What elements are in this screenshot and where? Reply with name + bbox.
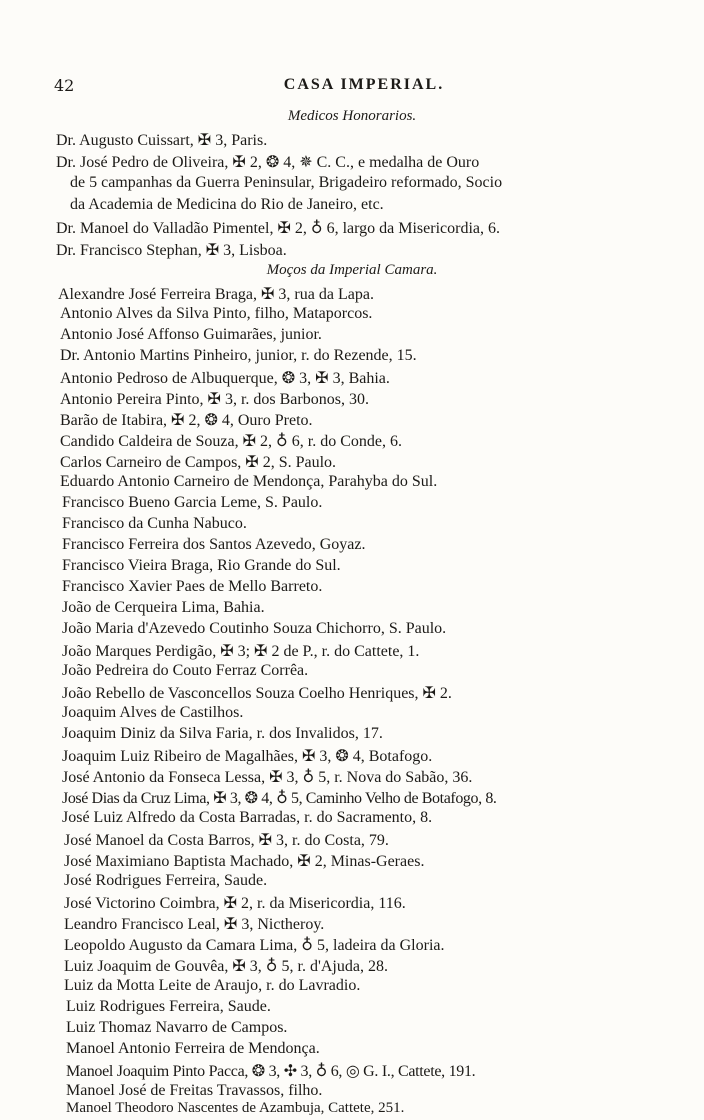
entry-line: Dr. Manoel do Valladão Pimentel, ✠ 2, ♁ 6, largo da Misericordia, 6.: [56, 220, 501, 237]
entry-continuation: da Academia de Medicina do Rio de Janeiro, etc.: [70, 196, 384, 213]
page-number: 42: [54, 76, 75, 95]
entry-line: José Dias da Cruz Lima, ✠ 3, ❂ 4, ♁ 5, Caminho Velho de Botafogo, 8.: [62, 790, 497, 807]
entry-line: Dr. Francisco Stephan, ✠ 3, Lisboa.: [56, 242, 287, 259]
entry-line: Antonio Alves da Silva Pinto, filho, Mataporcos.: [60, 305, 373, 322]
entry-line: Manoel José de Freitas Travassos, filho.: [66, 1082, 323, 1099]
entry-line: José Antonio da Fonseca Lessa, ✠ 3, ♁ 5, r. Nova do Sabão, 36.: [62, 769, 473, 786]
entry-line: Candido Caldeira de Souza, ✠ 2, ♁ 6, r. do Conde, 6.: [60, 433, 402, 450]
entry-line: Manoel Antonio Ferreira de Mendonça.: [66, 1040, 320, 1057]
entry-line: Francisco Bueno Garcia Leme, S. Paulo.: [62, 494, 323, 511]
entry-line: Francisco Xavier Paes de Mello Barreto.: [62, 578, 323, 595]
entry-line: Antonio Pereira Pinto, ✠ 3, r. dos Barbonos, 30.: [60, 391, 369, 408]
entry-line: Luiz Rodrigues Ferreira, Saude.: [66, 998, 271, 1015]
entry-line: Francisco Ferreira dos Santos Azevedo, Goyaz.: [62, 536, 366, 553]
entry-line: Dr. Augusto Cuissart, ✠ 3, Paris.: [56, 132, 268, 149]
entry-line: Manoel Joaquim Pinto Pacca, ❂ 3, ✣ 3, ♁ 6, ◎ G. I., Cattete, 191.: [66, 1063, 476, 1080]
entry-line: Joaquim Luiz Ribeiro de Magalhães, ✠ 3, ❂ 4, Botafogo.: [62, 748, 433, 765]
entry-line: Barão de Itabira, ✠ 2, ❂ 4, Ouro Preto.: [60, 412, 313, 429]
entry-line: Joaquim Alves de Castilhos.: [62, 704, 244, 721]
entry-line: João Rebello de Vasconcellos Souza Coelho Henriques, ✠ 2.: [62, 685, 452, 702]
entry-line: José Maximiano Baptista Machado, ✠ 2, Minas-Geraes.: [64, 853, 425, 870]
entry-line: Leandro Francisco Leal, ✠ 3, Nictheroy.: [64, 916, 325, 933]
entry-line: Manoel Theodoro Nascentes de Azambuja, Cattete, 251.: [66, 1100, 405, 1116]
entry-line: Alexandre José Ferreira Braga, ✠ 3, rua da Lapa.: [58, 286, 374, 303]
entry-line: Dr. José Pedro de Oliveira, ✠ 2, ❂ 4, ✵ C. C., e medalha de Ouro: [56, 154, 480, 171]
entry-line: Joaquim Diniz da Silva Faria, r. dos Invalidos, 17.: [62, 725, 383, 742]
entry-line: Antonio Pedroso de Albuquerque, ❂ 3, ✠ 3, Bahia.: [60, 370, 390, 387]
entry-line: João Pedreira do Couto Ferraz Corrêa.: [62, 662, 309, 679]
page-header: [54, 76, 674, 100]
running-head: CASA IMPERIAL.: [283, 76, 445, 93]
entry-continuation: de 5 campanhas da Guerra Peninsular, Brigadeiro reformado, Socio: [70, 174, 503, 191]
section-heading-mocos: Moços da Imperial Camara.: [266, 262, 438, 278]
entry-line: Dr. Antonio Martins Pinheiro, junior, r. do Rezende, 15.: [60, 347, 417, 364]
entry-line: José Victorino Coimbra, ✠ 2, r. da Misericordia, 116.: [64, 895, 406, 912]
entry-line: João Maria d'Azevedo Coutinho Souza Chichorro, S. Paulo.: [62, 620, 447, 637]
entry-line: Antonio José Affonso Guimarães, junior.: [60, 326, 322, 343]
entry-line: João de Cerqueira Lima, Bahia.: [62, 599, 265, 616]
entry-line: Eduardo Antonio Carneiro de Mendonça, Parahyba do Sul.: [60, 473, 438, 490]
entry-line: José Luiz Alfredo da Costa Barradas, r. do Sacramento, 8.: [62, 809, 433, 826]
entry-line: Luiz Joaquim de Gouvêa, ✠ 3, ♁ 5, r. d'Ajuda, 28.: [64, 958, 388, 975]
entry-line: Leopoldo Augusto da Camara Lima, ♁ 5, ladeira da Gloria.: [64, 937, 445, 954]
entry-line: José Manoel da Costa Barros, ✠ 3, r. do Costa, 79.: [64, 832, 389, 849]
entry-line: Francisco Vieira Braga, Rio Grande do Sul.: [62, 557, 341, 574]
entry-line: Francisco da Cunha Nabuco.: [62, 515, 247, 532]
entry-line: João Marques Perdigão, ✠ 3; ✠ 2 de P., r. do Cattete, 1.: [62, 643, 420, 660]
section-heading-medicos: Medicos Honorarios.: [287, 108, 417, 124]
entry-line: Carlos Carneiro de Campos, ✠ 2, S. Paulo.: [60, 454, 337, 471]
entry-line: Luiz Thomaz Navarro de Campos.: [66, 1019, 288, 1036]
entry-line: José Rodrigues Ferreira, Saude.: [64, 872, 268, 889]
entry-line: Luiz da Motta Leite de Araujo, r. do Lavradio.: [64, 977, 361, 994]
